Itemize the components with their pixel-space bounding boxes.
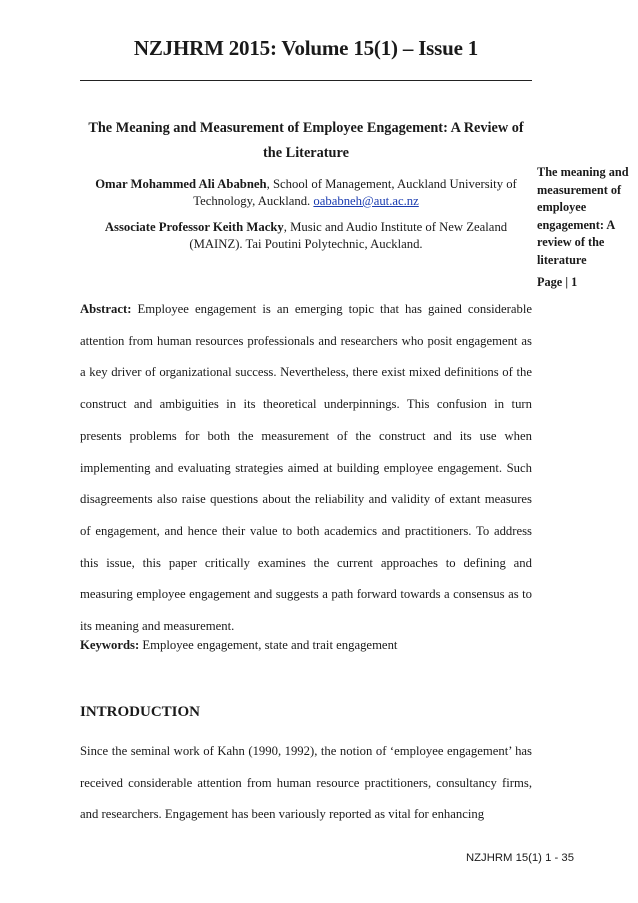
journal-header: NZJHRM 2015: Volume 15(1) – Issue 1 <box>133 36 479 60</box>
author-affiliation: , School of Management, Auckland University of Technology, Auckland. <box>193 177 517 208</box>
keywords <box>80 635 532 655</box>
keywords-label: Keywords: <box>80 638 140 652</box>
abstract-label: Abstract: <box>80 302 132 316</box>
author-name: Omar Mohammed Ali Ababneh <box>95 177 267 191</box>
author-block-1 <box>82 176 530 210</box>
introduction-text: Since the seminal work of Kahn (1990, 1992), the notion of ‘employee engagement’ has received considerable attention from human resource practitioners, consultancy firms, and researchers. Engagement has been variously reported as vital for enhancing <box>80 744 532 822</box>
author-affiliation: , Music and Audio Institute of New Zealand (MAINZ). Tai Poutini Polytechnic, Auckland. <box>189 220 508 251</box>
abstract <box>80 294 532 643</box>
section-heading-introduction: INTRODUCTION <box>80 704 201 720</box>
author-email-link[interactable]: oababneh@aut.ac.nz <box>313 194 419 208</box>
page-number: Page | 1 <box>537 275 578 289</box>
page-footer: NZJHRM 15(1) 1 - 35 <box>466 852 574 864</box>
keywords-text: Employee engagement, state and trait engagement <box>139 638 398 652</box>
header-divider <box>80 80 532 81</box>
author-name: Associate Professor Keith Macky <box>104 220 284 234</box>
running-title: The meaning and measurement of employee engagement: A review of the literature <box>537 165 629 267</box>
abstract-text: Employee engagement is an emerging topic that has gained considerable attention from human resources professionals and researchers who posit engagement as a key driver of organizational success. Nevertheless, there exist mixed definitions of the construct and ambiguities in its theoretical underpinnings. This confusion in turn presents problems for both the measurement of the construct and its use when implementing and evaluating strategies aimed at building employee engagement. Such disagreements also raise questions about the reliability and validity of extant measures of engagement, and hence their value to both academics and practitioners. To address this issue, this paper critically examines the current approaches to defining and measuring employee engagement and suggests a path forward towards a consensus as to its meaning and measurement. <box>80 302 532 634</box>
author-block-2 <box>82 219 530 253</box>
article-title: The Meaning and Measurement of Employee Engagement: A Review of the Literature <box>88 120 524 161</box>
